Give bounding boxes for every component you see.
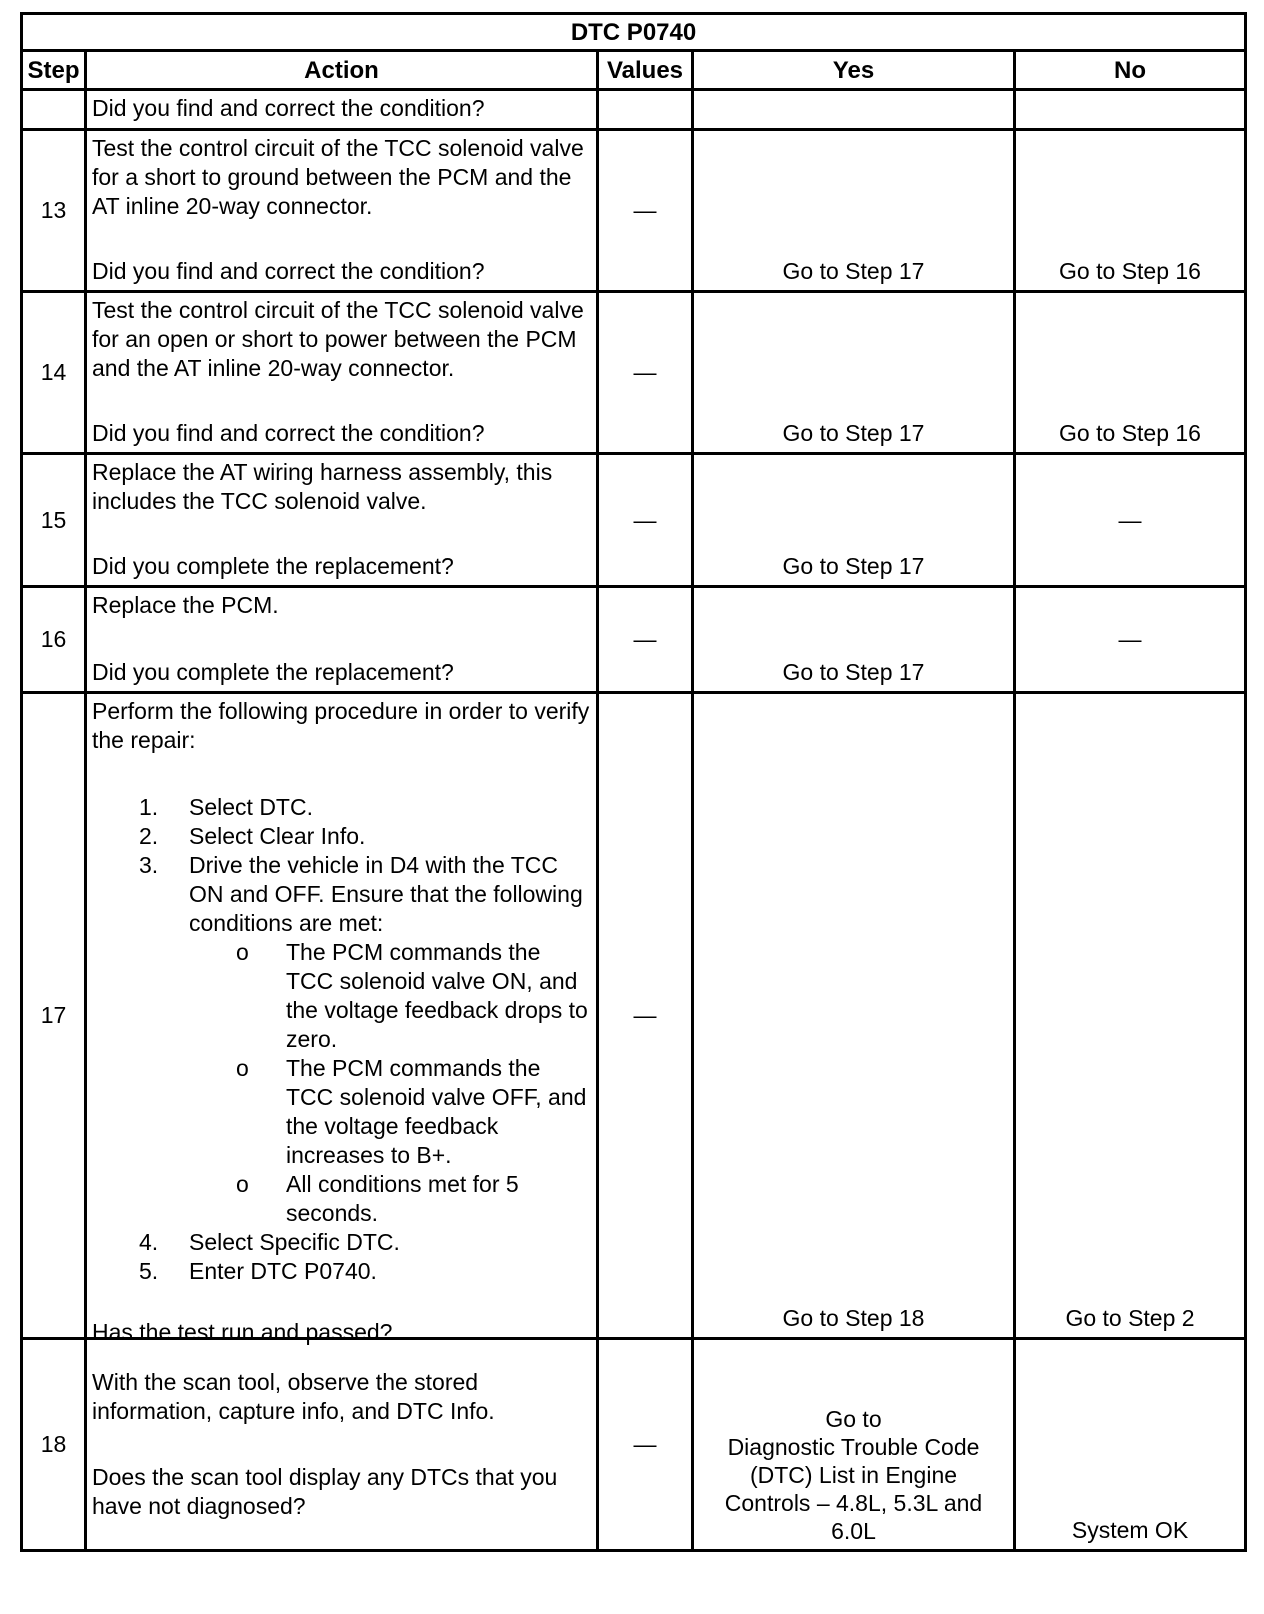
procedure-list <box>92 793 592 1286</box>
action-text: Test the control circuit of the TCC solenoid valve for an open or short to power between the PCM and the AT inline 20-way connector. <box>92 297 584 381</box>
list-item: 3. Drive the vehicle in D4 with the TCC ON and OFF. Ensure that the following conditions are met: o The PCM commands the TCC solenoid valve ON, and the voltage feedback drops to zero. o The PCM commands the TCC solenoid valve OFF, and the voltage feedback increases to B+. o All conditions met for 5 seconds. <box>92 851 592 1228</box>
action-question: Does the scan tool display any DTCs that you have not diagnosed? <box>92 1463 558 1519</box>
list-item: o The PCM commands the TCC solenoid valve ON, and the voltage feedback drops to zero. <box>236 939 588 1052</box>
action-question: Did you find and correct the condition? <box>92 95 485 121</box>
dtc-table <box>20 12 1247 1552</box>
action-question: Did you complete the replacement? <box>92 659 454 685</box>
yes-cell <box>693 90 1015 130</box>
step-cell <box>22 90 86 130</box>
values-cell: — <box>598 693 693 1339</box>
step-cell: 13 <box>22 130 86 292</box>
dtc-list-link-line: Go to <box>825 1406 882 1432</box>
header-step: Step <box>22 51 86 90</box>
table-row <box>22 454 1246 587</box>
header-yes: Yes <box>693 51 1015 90</box>
dtc-list-link-line: Controls – 4.8L, 5.3L and <box>724 1490 983 1516</box>
step-cell: 14 <box>22 292 86 454</box>
yes-cell: Go to Step 17 <box>693 454 1015 587</box>
list-item: 4. Select Specific DTC. <box>139 1229 400 1255</box>
list-item: 5. Enter DTC P0740. <box>139 1258 377 1284</box>
values-cell: — <box>598 292 693 454</box>
table-row <box>22 693 1246 1339</box>
step-cell: 18 <box>22 1339 86 1551</box>
list-item: o The PCM commands the TCC solenoid valve OFF, and the voltage feedback increases to B+. <box>236 1055 587 1168</box>
table-row <box>22 90 1246 130</box>
action-cell <box>86 1339 598 1551</box>
yes-cell: Go to Step 17 <box>693 587 1015 693</box>
values-cell: — <box>598 454 693 587</box>
table-title: DTC P0740 <box>22 14 1246 51</box>
condition-list <box>92 938 592 1228</box>
values-cell: — <box>598 587 693 693</box>
action-cell <box>86 130 598 292</box>
step-cell: 16 <box>22 587 86 693</box>
yes-cell: Go to Step 17 <box>693 130 1015 292</box>
action-question: Did you complete the replacement? <box>92 553 454 579</box>
action-text: With the scan tool, observe the stored information, capture info, and DTC Info. <box>92 1368 495 1424</box>
values-cell: — <box>598 130 693 292</box>
values-cell <box>598 90 693 130</box>
yes-cell <box>693 1339 1015 1551</box>
diagnostic-page <box>20 12 1244 1552</box>
yes-cell: Go to Step 17 <box>693 292 1015 454</box>
action-text: Test the control circuit of the TCC solenoid valve for a short to ground between the PCM and the AT inline 20-way connector. <box>92 135 584 219</box>
values-cell: — <box>598 1339 693 1551</box>
action-intro: Perform the following procedure in order to verify the repair: <box>92 698 590 753</box>
step-cell: 17 <box>22 693 86 1339</box>
no-cell: Go to Step 2 <box>1015 693 1246 1339</box>
step-cell: 15 <box>22 454 86 587</box>
action-text: Replace the PCM. <box>92 592 279 618</box>
no-cell: Go to Step 16 <box>1015 292 1246 454</box>
no-cell: — <box>1015 587 1246 693</box>
header-action: Action <box>86 51 598 90</box>
table-row <box>22 292 1246 454</box>
action-question: Did you find and correct the condition? <box>92 420 485 446</box>
list-item: 2. Select Clear Info. <box>139 823 366 849</box>
action-text: Replace the AT wiring harness assembly, this includes the TCC solenoid valve. <box>92 459 553 514</box>
no-cell: Go to Step 16 <box>1015 130 1246 292</box>
action-question: Has the test run and passed? <box>92 1319 393 1345</box>
no-cell: — <box>1015 454 1246 587</box>
table-row <box>22 1339 1246 1551</box>
header-values: Values <box>598 51 693 90</box>
action-cell <box>86 693 598 1345</box>
dtc-list-link-line: (DTC) List in Engine <box>749 1462 958 1488</box>
action-cell <box>86 90 598 130</box>
table-row <box>22 587 1246 693</box>
dtc-list-link-line: Diagnostic Trouble Code <box>727 1434 980 1460</box>
no-cell <box>1015 90 1246 130</box>
list-item: o All conditions met for 5 seconds. <box>236 1171 519 1226</box>
table-row <box>22 130 1246 292</box>
no-cell: System OK <box>1015 1339 1246 1551</box>
action-question: Did you find and correct the condition? <box>92 258 485 284</box>
action-cell <box>86 587 598 693</box>
list-item: 1. Select DTC. <box>139 794 313 820</box>
action-cell <box>86 292 598 454</box>
header-no: No <box>1015 51 1246 90</box>
dtc-list-link-line: 6.0L <box>831 1518 876 1544</box>
yes-cell: Go to Step 18 <box>693 693 1015 1339</box>
action-cell <box>86 454 598 587</box>
